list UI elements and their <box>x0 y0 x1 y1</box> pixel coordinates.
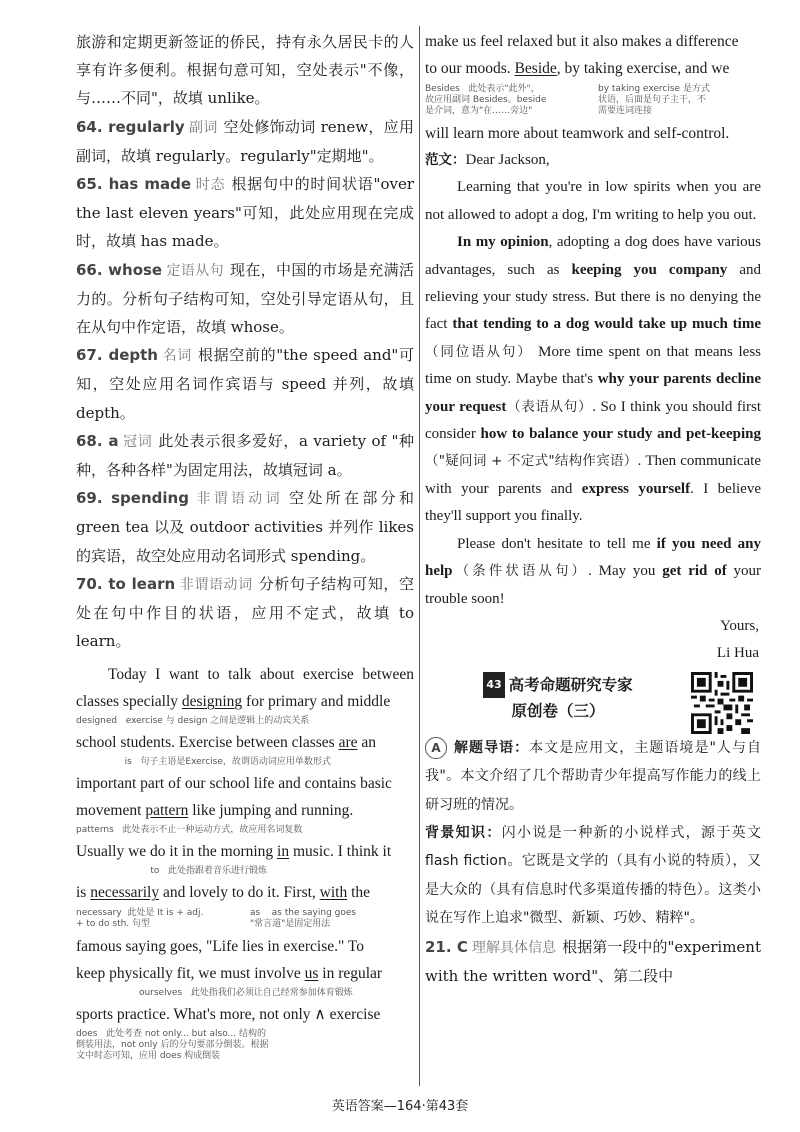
guide-paragraph: A 解题导语：本文是应用文，主题语境是"人与自我"。本文介绍了几个帮助青少年提高写作能力的线上研习班的情况。 <box>425 734 761 819</box>
column-divider <box>419 26 420 1086</box>
correction-note: does 此处考查 not only... but also... 结构的 倒装用法，not only 后的分句要部分倒装。根据 文中时态可知，应用 does 构成倒装 <box>76 1029 269 1062</box>
essay-line: important part of our school life and contains basic <box>76 775 392 793</box>
passage-a-marker: A <box>425 737 447 759</box>
correction-note-pair: Besides 此处表示"此外"， 故应用副词 Besides。beside 是介词，意为"在……旁边" by taking exercise 是方式 状语，后面是句子主干，不 需要连词连接 <box>425 84 710 116</box>
model-essay-paragraph-1: Learning that you're in low spirits when you are not allowed to adopt a dog, I'm writing to help you out. <box>425 179 761 223</box>
correction-note: to 此处指跟着音乐进行锻炼 <box>76 866 268 877</box>
left-column <box>76 28 414 1064</box>
essay-line: is necessarily and lovely to do it. First, with the <box>76 884 371 902</box>
answer-70: 70. to learn 非谓语动词 分析句子结构可知，空处在句中作目的状语，应用不定式，故填 to learn。 <box>76 574 414 651</box>
model-essay-paragraph-3: Please don't hesitate to tell me if you need any help（条件状语从句）. May you get rid of your trouble soon! <box>425 535 761 607</box>
answer-67: 67. depth 名词 根据空前的"the speed and"可知，空处应用名词作宾语与 speed 并列，故填 depth。 <box>76 346 414 422</box>
answer-21: 21. C 理解具体信息 根据第一段中的"experiment with the written word"、第二段中 <box>425 937 761 985</box>
correction-note-pair: necessary 此处是 It is + adj. + to do sth. 句型 as as the saying goes "常言道"是固定用法 <box>76 908 357 930</box>
model-essay-paragraph-2: In my opinion, adopting a dog does have various advantages, such as keeping you company and relieving your study stress. But there is no denying the fact that tending to a dog would take up much time（同位语从句） More time spent on that means less time on study. Maybe that's why your parents decline your request（表语从句）. So I think you should first consider how to balance your study and pet-keeping（"疑问词 + 不定式"结构作宾语）. Then communicate with your parents and express yourself. I believe they'll support you finally. <box>425 234 762 525</box>
correction-note: is 句子主语是Exercise，故谓语动词应用单数形式 <box>76 757 331 768</box>
correction-note: designed exercise 与 design 之间是逻辑上的动宾关系 <box>76 716 310 727</box>
essay-line: sports practice. What's more, not only ∧ exercise <box>76 1006 381 1024</box>
background-paragraph: 背景知识：闪小说是一种新的小说样式，源于英文 flash fiction。它既是文学的（具有小说的特质），又是大众的（具有信息时代多渠道传播的特色）。这类小说在写作上追求"微型、新颖、巧妙、精粹"。 <box>425 824 762 927</box>
right-column <box>425 28 761 990</box>
section-header <box>425 672 761 734</box>
correction-note: ourselves 此处指我们必须让自己经常参加体育锻炼 <box>76 988 353 999</box>
essay-line: famous saying goes, "Life lies in exercise." To <box>76 938 365 956</box>
essay-line: to our moods. Beside, by taking exercise, and we <box>425 60 730 77</box>
set-number-badge: 43 <box>483 672 504 698</box>
answer-68: 68. a 冠词 此处表示很多爱好，a variety of "种种，各种各样"为固定用法，故填冠词 a。 <box>76 431 415 480</box>
correction-essay <box>76 661 414 1062</box>
qr-code-icon[interactable] <box>691 672 753 734</box>
answer-69: 69. spending 非谓语动词 空处所在部分和 green tea 以及 outdoor activities 并列作 likes 的宾语，故空处应用动名词形式 spending。 <box>76 489 415 565</box>
essay-line: movement pattern like jumping and running. <box>76 802 354 820</box>
essay-line: keep physically fit, we must involve us in regular <box>76 965 383 983</box>
intro-paragraph: 旅游和定期更新签证的侨民，持有永久居民卡的人享有许多便利。根据句意可知，空处表示"不像，与……不同"，故填 unlike。 <box>76 33 414 108</box>
section-subtitle: 原创卷（三） <box>511 701 605 720</box>
answer-64: 64. regularly 副词 空处修饰动词 renew，应用副词，故填 regularly。regularly"定期地"。 <box>76 117 414 165</box>
page-footer: 英语答案—164·第43套 <box>331 1099 469 1114</box>
essay-line: Today I want to talk about exercise between classes specially designing for primary and middle <box>76 666 414 711</box>
essay-line: school students. Exercise between classes are an <box>76 734 376 752</box>
essay-line: Usually we do it in the morning in music. I think it <box>76 843 392 861</box>
answer-65: 65. has made 时态 根据句中的时间状语"over the last eleven years"可知，此处应用现在完成时，故填 has made。 <box>76 175 414 251</box>
correction-note: patterns 此处表示不止一种运动方式，故应用名词复数 <box>76 825 303 836</box>
signature: Li Hua <box>716 645 759 662</box>
essay-line: make us feel relaxed but it also makes a difference <box>425 33 739 50</box>
section-title: 高考命题研究专家 <box>508 675 633 694</box>
answer-66: 66. whose 定语从句 现在，中国的市场是充满活力的。分析句子结构可知，空处引导定语从句，且在从句中作定语，故填 whose。 <box>76 260 414 337</box>
essay-line: will learn more about teamwork and self-control. <box>425 125 730 142</box>
closing: Yours, <box>720 617 759 634</box>
model-essay-greeting: 范文：Dear Jackson, <box>425 152 550 168</box>
